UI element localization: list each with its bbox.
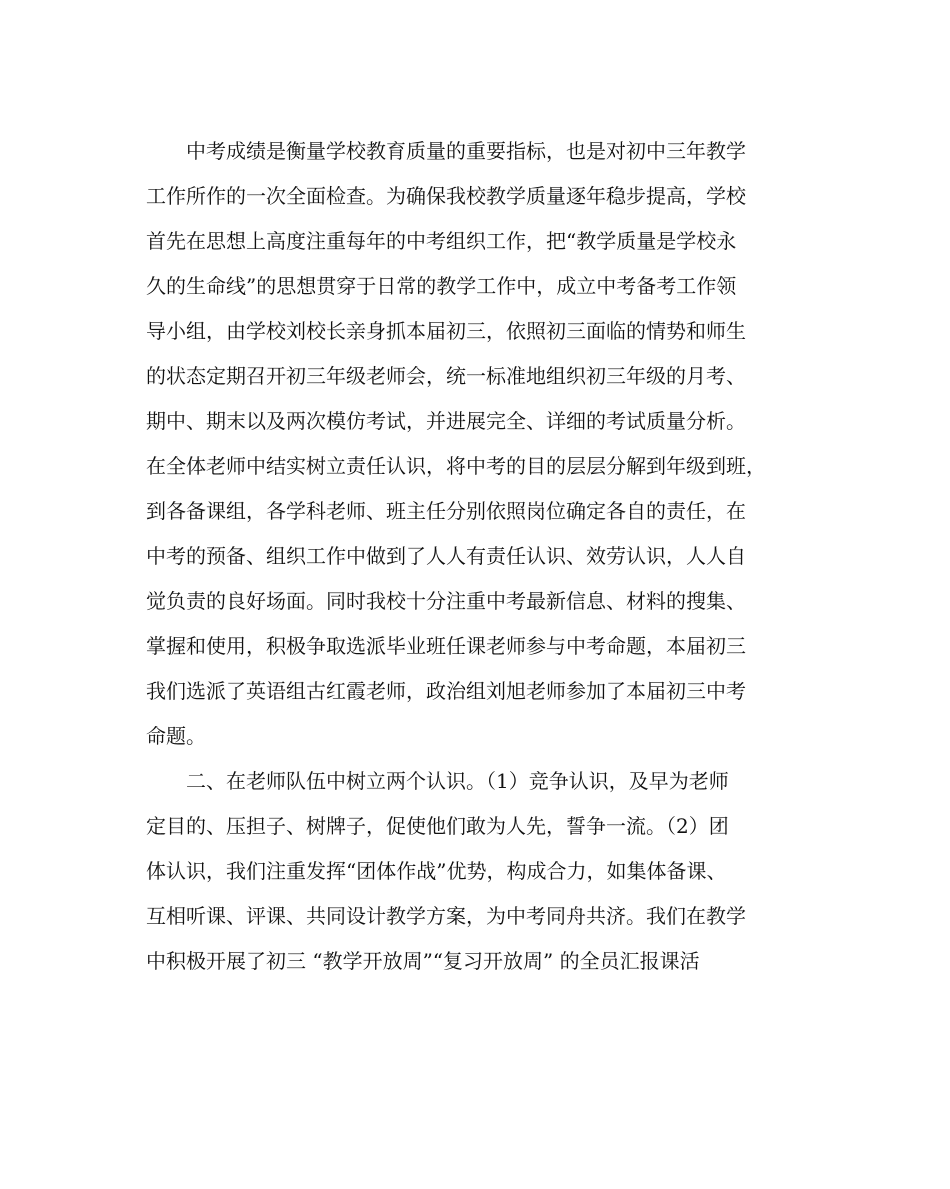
paragraph-1-line-1: 中考成绩是衡量学校教育质量的重要指标，也是对初中三年教学 <box>186 139 746 163</box>
paragraph-1-line-5: 导小组，由学校刘校长亲身抓本届初三，依照初三面临的情势和师生 <box>146 319 746 343</box>
paragraph-1-line-6: 的状态定期召开初三年级老师会，统一标准地组织初三年级的月考、 <box>146 364 746 388</box>
paragraph-1-line-3: 首先在思想上高度注重每年的中考组织工作，把“教学质量是学校永 <box>146 229 737 253</box>
paragraph-2-line-3: 体认识，我们注重发挥“团体作战”优势，构成合力，如集体备课、 <box>146 859 727 883</box>
paragraph-1-line-8: 在全体老师中结实树立责任认识，将中考的目的层层分解到年级到班， <box>146 454 766 478</box>
paragraph-2-line-5: 中积极开展了初三 “教学开放周”“复习开放周” 的全员汇报课活 <box>146 949 700 973</box>
paragraph-1-line-13: 我们选派了英语组古红霞老师，政治组刘旭老师参加了本届初三中考 <box>146 679 746 703</box>
paragraph-1-line-11: 觉负责的良好场面。同时我校十分注重中考最新信息、材料的搜集、 <box>146 589 746 613</box>
paragraph-1-line-9: 到各备课组，各学科老师、班主任分别依照岗位确定各自的责任，在 <box>146 499 746 523</box>
paragraph-2-line-1: 二、在老师队伍中树立两个认识。（1）竞争认识，及早为老师 <box>186 769 729 793</box>
paragraph-1-line-7: 期中、期末以及两次模仿考试，并进展完全、详细的考试质量分析。 <box>146 409 746 433</box>
paragraph-2-line-4: 互相听课、评课、共同设计教学方案，为中考同舟共济。我们在教学 <box>146 904 746 928</box>
paragraph-1-line-14: 命题。 <box>146 724 206 748</box>
paragraph-1-line-10: 中考的预备、组织工作中做到了人人有责任认识、效劳认识，人人自 <box>146 544 746 568</box>
paragraph-1-line-12: 掌握和使用，积极争取选派毕业班任课老师参与中考命题，本届初三 <box>146 634 746 658</box>
paragraph-1-line-4: 久的生命线”的思想贯穿于日常的教学工作中，成立中考备考工作领 <box>146 274 737 298</box>
paragraph-1-line-2: 工作所作的一次全面检查。为确保我校教学质量逐年稳步提高，学校 <box>146 184 746 208</box>
paragraph-2-line-2: 定目的、压担子、树牌子，促使他们敢为人先，誓争一流。（2）团 <box>146 814 729 838</box>
